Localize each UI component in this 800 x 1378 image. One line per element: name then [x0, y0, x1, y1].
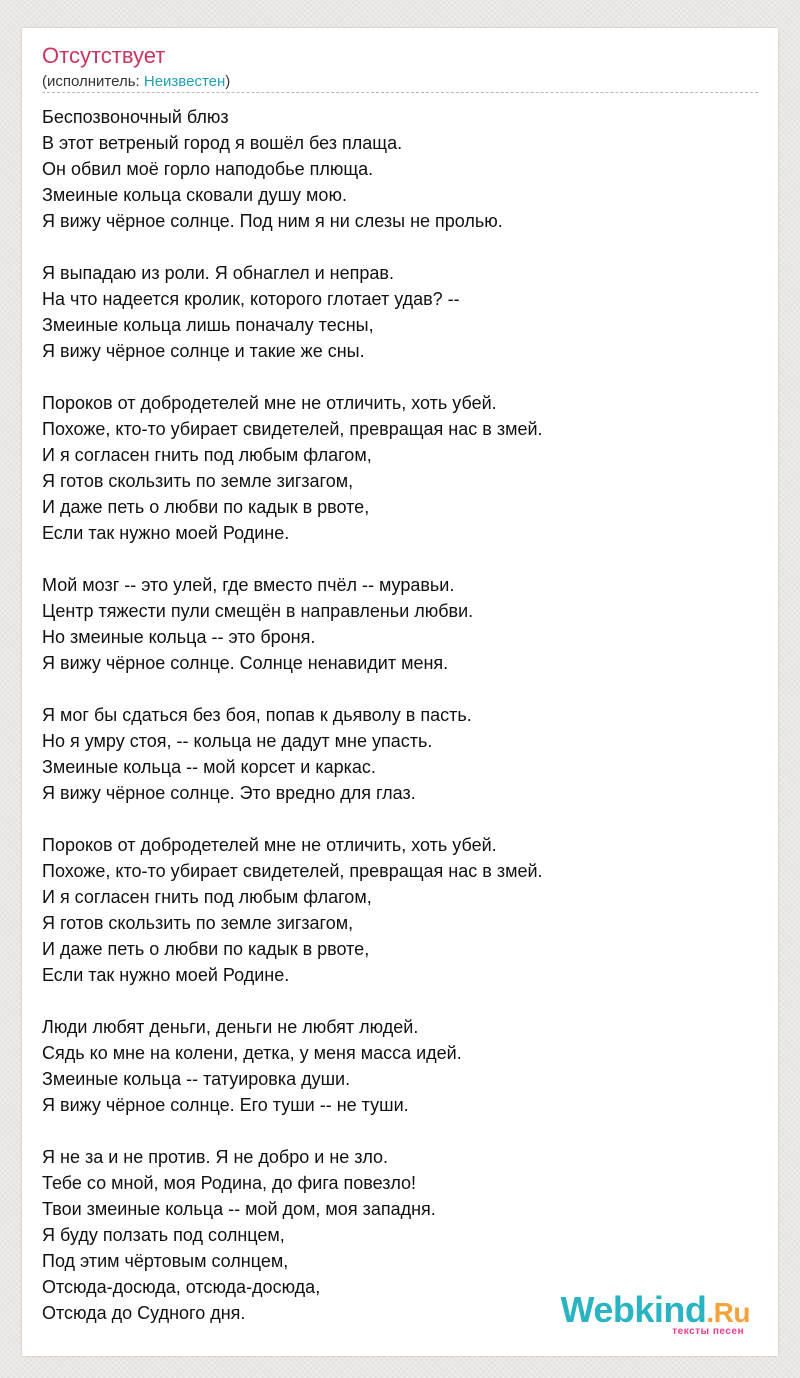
lyric-line: На что надеется кролик, которого глотает удав? -- [42, 289, 460, 309]
lyric-line: Центр тяжести пули смещён в направленьи любви. [42, 601, 474, 621]
lyric-line: Но я умру стоя, -- кольца не дадут мне упасть. [42, 731, 433, 751]
artist-line [42, 72, 230, 92]
lyric-line: И даже петь о любви по кадык в рвоте, [42, 497, 370, 517]
lyric-line: Я мог бы сдаться без боя, попав к дьяволу в пасть. [42, 705, 472, 725]
stanza-gap [42, 806, 758, 832]
lyric-line: Я вижу чёрное солнце. Его туши -- не туши. [42, 1095, 409, 1115]
lyric-line: Пороков от добродетелей мне не отличить, хоть убей. [42, 393, 497, 413]
stanza-gap [42, 546, 758, 572]
lyric-line: Люди любят деньги, деньги не любят людей. [42, 1017, 419, 1037]
lyric-line: Беспозвоночный блюз [42, 107, 229, 127]
lyric-line: Похоже, кто-то убирает свидетелей, превращая нас в змей. [42, 861, 543, 881]
stanza-gap [42, 676, 758, 702]
lyric-line: Твои змеиные кольца -- мой дом, моя западня. [42, 1199, 436, 1219]
lyrics-card [22, 28, 778, 1356]
song-title: Отсутствует [42, 43, 166, 68]
lyric-line: Я вижу чёрное солнце. Это вредно для глаз. [42, 783, 416, 803]
lyric-line: Отсюда-досюда, отсюда-досюда, [42, 1277, 321, 1297]
lyric-line: Змеиные кольца -- татуировка души. [42, 1069, 351, 1089]
artist-prefix: (исполнитель: [42, 73, 144, 90]
lyric-line: Я выпадаю из роли. Я обнаглел и неправ. [42, 263, 394, 283]
site-logo[interactable] [561, 1291, 750, 1338]
lyric-line: И даже петь о любви по кадык в рвоте, [42, 939, 370, 959]
artist-suffix: ) [225, 73, 231, 90]
lyric-line: Змеиные кольца лишь поначалу тесны, [42, 315, 374, 335]
lyric-line: Под этим чёртовым солнцем, [42, 1251, 289, 1271]
stanza-gap [42, 988, 758, 1014]
lyric-line: Я не за и не против. Я не добро и не зло. [42, 1147, 389, 1167]
lyric-line: И я согласен гнить под любым флагом, [42, 887, 372, 907]
lyric-line: Я вижу чёрное солнце. Под ним я ни слезы не пролью. [42, 211, 503, 231]
stanza-gap [42, 234, 758, 260]
lyric-line: И я согласен гнить под любым флагом, [42, 445, 372, 465]
lyric-line: Он обвил моё горло наподобье плюща. [42, 159, 374, 179]
lyric-line: Я буду ползать под солнцем, [42, 1225, 285, 1245]
lyric-line: Сядь ко мне на колени, детка, у меня масса идей. [42, 1043, 462, 1063]
lyric-line: Мой мозг -- это улей, где вместо пчёл -- муравьи. [42, 575, 455, 595]
logo-suffix: .Ru [706, 1297, 750, 1328]
lyric-line: Отсюда до Судного дня. [42, 1303, 246, 1323]
lyric-line: Змеиные кольца -- мой корсет и каркас. [42, 757, 376, 777]
lyric-line: Если так нужно моей Родине. [42, 965, 290, 985]
lyrics-text [42, 104, 758, 1326]
lyric-line: Змеиные кольца сковали душу мою. [42, 185, 347, 205]
lyric-line: Пороков от добродетелей мне не отличить, хоть убей. [42, 835, 497, 855]
lyric-line: Если так нужно моей Родине. [42, 523, 290, 543]
logo-tagline: тексты песен [672, 1326, 744, 1337]
lyric-line: Я готов скользить по земле зигзагом, [42, 913, 354, 933]
lyric-line: Тебе со мной, моя Родина, до фига повезло! [42, 1173, 417, 1193]
title-divider [42, 92, 758, 93]
lyric-line: Я готов скользить по земле зигзагом, [42, 471, 354, 491]
stanza-gap [42, 1118, 758, 1144]
lyric-line: Я вижу чёрное солнце. Солнце ненавидит меня. [42, 653, 449, 673]
lyric-line: Похоже, кто-то убирает свидетелей, превращая нас в змей. [42, 419, 543, 439]
stanza-gap [42, 364, 758, 390]
lyric-line: Но змеиные кольца -- это броня. [42, 627, 316, 647]
artist-link[interactable]: Неизвестен [143, 73, 226, 90]
lyric-line: Я вижу чёрное солнце и такие же сны. [42, 341, 365, 361]
lyric-line: В этот ветреный город я вошёл без плаща. [42, 133, 403, 153]
logo-word: Webkind [560, 1289, 707, 1330]
